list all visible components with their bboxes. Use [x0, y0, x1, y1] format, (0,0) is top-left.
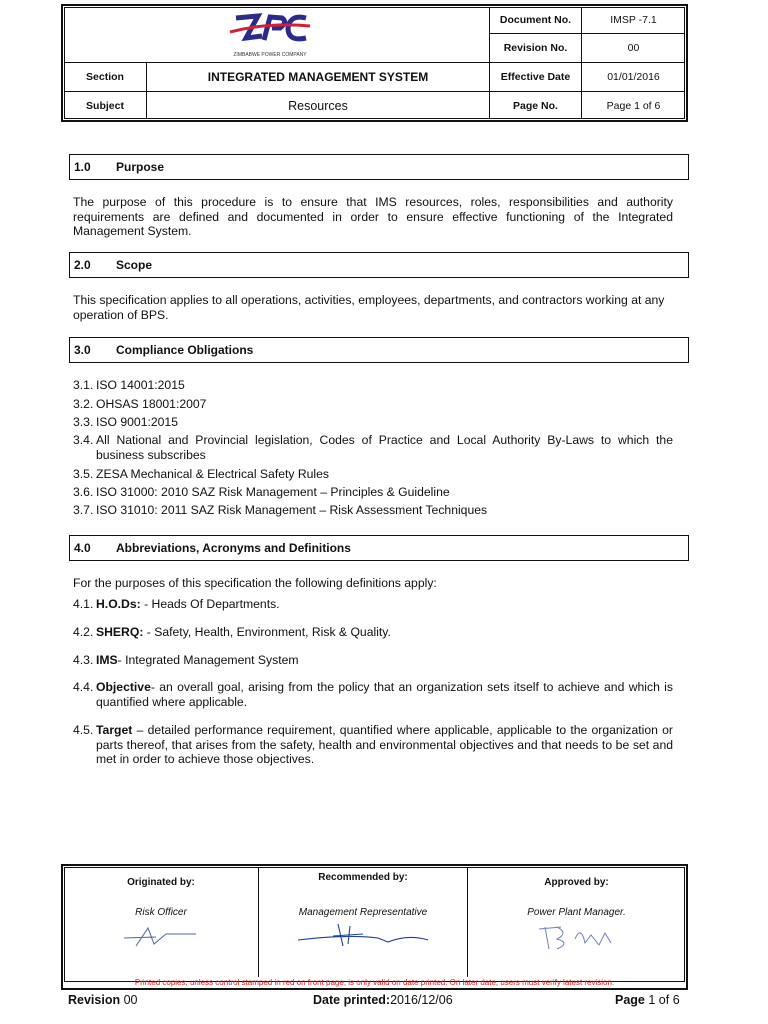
list-item: 3.3. ISO 9001:2015 — [73, 415, 178, 429]
doc-no-value: IMSP -7.1 — [610, 14, 657, 26]
footer-revision: Revision 00 — [68, 993, 138, 1007]
section-heading-compliance: 3.0 Compliance Obligations — [69, 337, 689, 363]
logo-caption: ZIMBABWE POWER COMPANY — [233, 52, 307, 58]
footer-page: Page 1 of 6 — [615, 993, 680, 1007]
recommended-role: Management Representative — [298, 907, 428, 918]
definition-item: 4.4. Objective- an overall goal, arising from the policy that an organization sets itself to achieve and which is quantified where applicable. — [73, 680, 673, 709]
definitions-intro: For the purposes of this specification the following definitions apply: — [73, 576, 437, 590]
list-item: 3.7. ISO 31010: 2011 SAZ Risk Management – Risk Assessment Techniques — [73, 503, 488, 517]
print-warning: Printed copies, unless control stamped in red on front page, is only valid on date printed. On later date, users must verify latest revision. — [134, 978, 615, 987]
section-heading-purpose: 1.0 Purpose — [69, 154, 689, 180]
list-item: 3.4. All National and Provincial legislation, Codes of Practice and Local Authority By-Laws to which the business subscribes — [73, 433, 673, 462]
page-value: Page 1 of 6 — [606, 99, 661, 112]
signature-approved — [527, 919, 627, 953]
approved-role: Power Plant Manager. — [527, 907, 626, 918]
effective-value: 01/01/2016 — [607, 71, 660, 83]
footer-date: Date printed:2016/12/06 — [313, 993, 453, 1007]
list-item: 3.1. ISO 14001:2015 — [73, 378, 185, 392]
definition-item: 4.3. IMS- Integrated Management System — [73, 653, 299, 667]
originated-role: Risk Officer — [135, 907, 187, 918]
effective-label: Effective Date — [500, 71, 571, 83]
definition-item: 4.5. Target – detailed performance requirement, quantified where applicable, applicable to the organization or parts thereof, that arises from the safety, health and environmental objectives and that needs to be set and met in order to achieve those objectives. — [73, 723, 673, 766]
approved-column — [468, 867, 685, 982]
list-item: 3.6. ISO 31000: 2010 SAZ Risk Management – Principles & Guideline — [73, 485, 450, 499]
section-label: Section — [86, 71, 124, 83]
recommended-label: Recommended by: — [318, 872, 408, 883]
definition-item: 4.2. SHERQ: - Safety, Health, Environment, Risk & Quality. — [73, 625, 391, 639]
subject-value: Resources — [288, 98, 348, 113]
subject-label: Subject — [86, 99, 124, 112]
recommended-column — [259, 867, 467, 982]
signature-recommended — [288, 920, 438, 950]
originated-column — [64, 867, 258, 982]
definition-item: 4.1. H.O.Ds: - Heads Of Departments. — [73, 597, 280, 611]
rev-label: Revision No. — [503, 42, 568, 54]
purpose-text: The purpose of this procedure is to ensure that IMS resources, roles, responsibilities and authority requirements are defined and documented in order to ensure effective functioning of the Integrated Management System. — [73, 195, 673, 238]
list-item: 3.2. OHSAS 18001:2007 — [73, 397, 207, 411]
company-logo — [228, 12, 312, 58]
page-label: Page No. — [513, 99, 558, 112]
approved-label: Approved by: — [544, 877, 609, 888]
list-item: 3.5. ZESA Mechanical & Electrical Safety Rules — [73, 467, 330, 481]
section-value: INTEGRATED MANAGEMENT SYSTEM — [207, 70, 429, 84]
rev-value: 00 — [627, 42, 640, 54]
doc-no-label: Document No. — [499, 14, 572, 26]
originated-label: Originated by: — [127, 877, 195, 888]
scope-text: This specification applies to all operations, activities, employees, departments, and contractors working at any operation of BPS. — [73, 293, 665, 322]
section-heading-scope: 2.0 Scope — [69, 252, 689, 278]
section-heading-definitions: 4.0 Abbreviations, Acronyms and Definitions — [69, 535, 689, 561]
signature-originated — [116, 922, 206, 950]
